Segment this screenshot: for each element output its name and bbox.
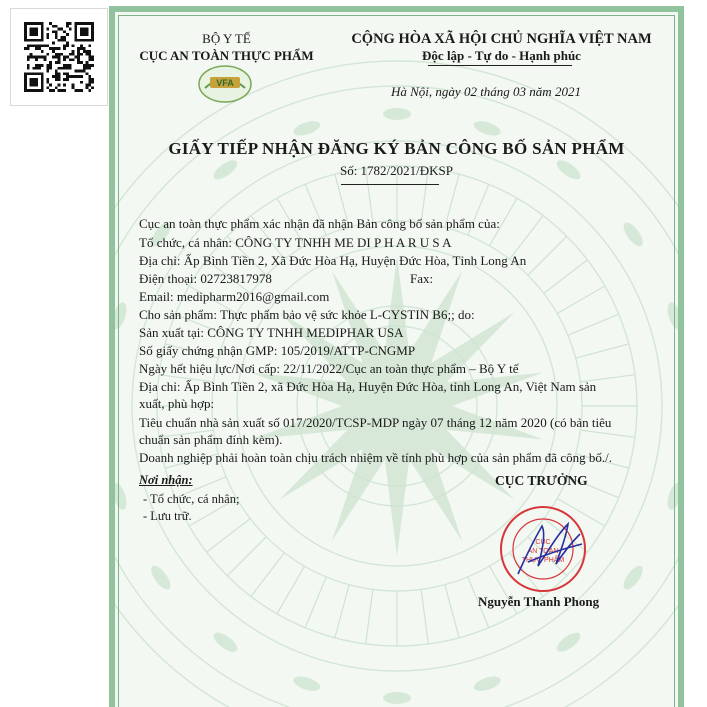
body-line: xuất, phù hợp: (139, 396, 215, 411)
recipients-label: Nơi nhận: (139, 473, 193, 487)
fax-label: Fax: (410, 271, 434, 286)
body-line: Điện thoại: 02723817978 (139, 271, 272, 286)
number-underline (341, 184, 439, 185)
body-line: Doanh nghiệp phải hoàn toàn chịu trách nhiệm về tính phù hợp của sản phẩm đã công bố./. (139, 450, 612, 465)
body-line: Địa chỉ: Ấp Bình Tiền 2, Xã Đức Hòa Hạ, Huyện Đức Hòa, Tỉnh Long An (139, 253, 527, 268)
body-line: chuẩn sản phẩm đính kèm). (139, 432, 283, 447)
official-stamp (498, 504, 594, 594)
body-line: Số giấy chứng nhận GMP: 105/2019/ATTP-CNGMP (139, 343, 416, 358)
signer-title: CỤC TRƯỞNG (495, 473, 588, 488)
motto-underline (428, 65, 572, 66)
body-line: Cho sản phẩm: Thực phẩm bảo vệ sức khỏe L-CYSTIN B6;; do: (139, 307, 475, 322)
certificate-document (109, 6, 684, 707)
motto: Độc lập - Tự do - Hạnh phúc (422, 48, 581, 63)
body-line: Tổ chức, cá nhân: CÔNG TY TNHH ME DI P H A R U S A (139, 235, 452, 250)
body-line: Ngày hết hiệu lực/Nơi cấp: 22/11/2022/Cục an toàn thực phẩm – Bộ Y tế (139, 361, 519, 376)
document-title: GIẤY TIẾP NHẬN ĐĂNG KÝ BẢN CÔNG BỐ SẢN PHẨM (168, 139, 625, 158)
recipient-item: - Lưu trữ. (143, 509, 192, 523)
body-line: Địa chỉ: Ấp Bình Tiền 2, xã Đức Hòa Hạ, Huyện Đức Hòa, tỉnh Long An, Việt Nam sản (139, 379, 597, 394)
svg-text:AN TOÀN: AN TOÀN (527, 548, 559, 555)
country-name: CỘNG HÒA XÃ HỘI CHỦ NGHĨA VIỆT NAM (351, 31, 652, 47)
signer-name: Nguyễn Thanh Phong (478, 594, 600, 609)
agency-name: CỤC AN TOÀN THỰC PHẨM (139, 48, 314, 63)
svg-text:THỰC PHẨM: THỰC PHẨM (521, 557, 565, 564)
body-line: Sản xuất tại: CÔNG TY TNHH MEDIPHAR USA (139, 325, 404, 340)
document-number: Số: 1782/2021/ĐKSP (339, 163, 454, 178)
ministry-name: BỘ Y TẾ (202, 31, 251, 46)
qr-code (10, 8, 108, 106)
body-line: Cục an toàn thực phẩm xác nhận đã nhận Bản công bố sản phẩm của: (139, 216, 500, 231)
body-line: Email: medipharm2016@gmail.com (139, 289, 330, 304)
qr-code-icon (24, 22, 94, 92)
recipient-item: - Tổ chức, cá nhân; (143, 492, 240, 506)
svg-text:CỤC: CỤC (535, 539, 551, 546)
vfa-logo (197, 64, 253, 104)
body-line: Tiêu chuẩn nhà sản xuất số 017/2020/TCSP-MDP ngày 07 tháng 12 năm 2020 (có bản tiêu (139, 415, 612, 430)
logo-text: VFA (216, 78, 234, 88)
issue-date: Hà Nội, ngày 02 tháng 03 năm 2021 (391, 84, 581, 99)
